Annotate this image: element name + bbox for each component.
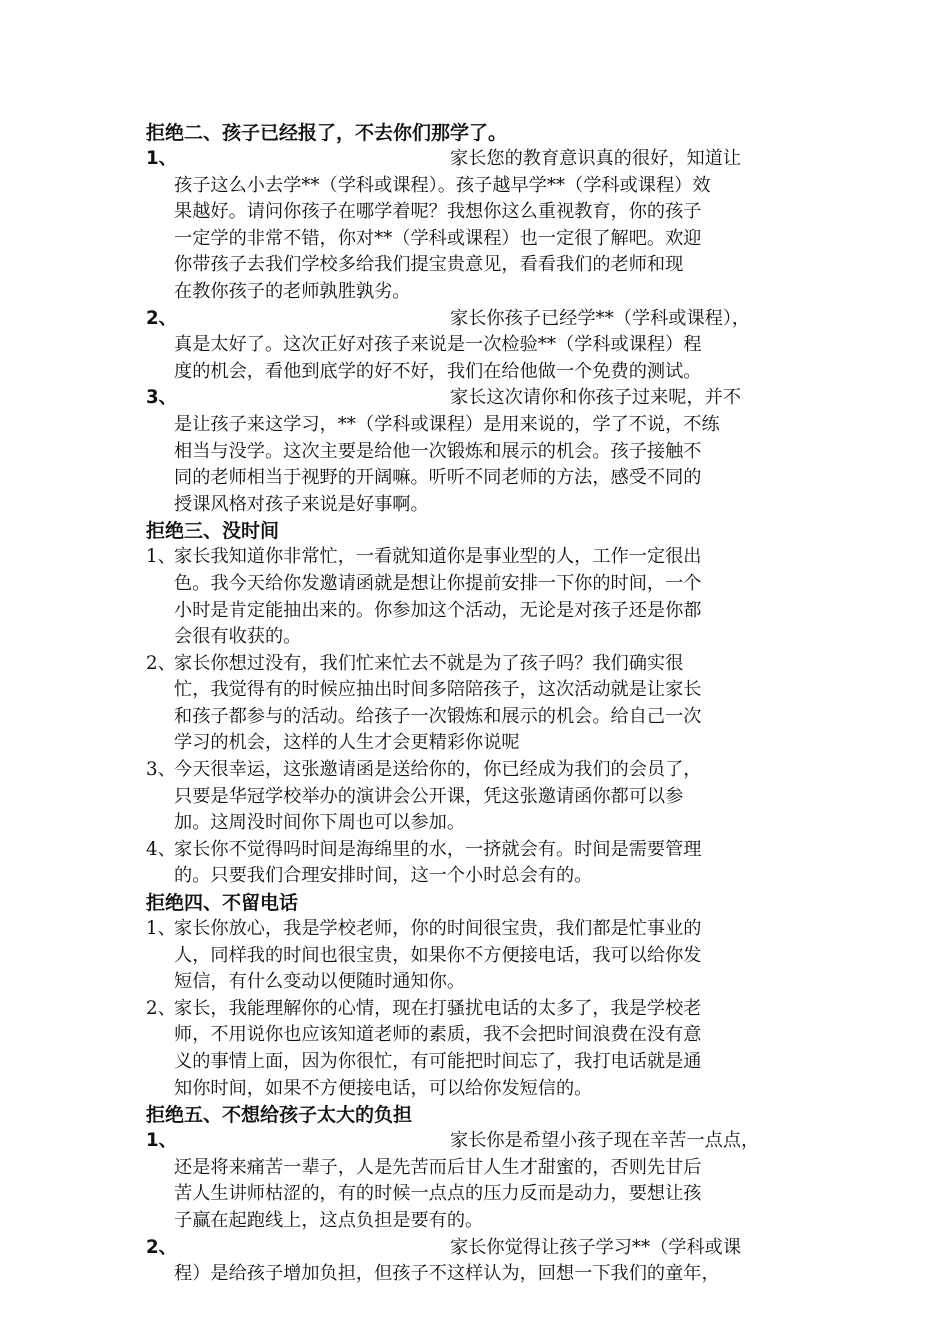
item-number: 1、 [146,546,176,568]
item-text: 家长你不觉得吗时间是海绵里的水，一挤就会有。时间是需要管理 [174,838,702,860]
list-item [146,306,818,386]
item-text: 一定学的非常不错，你对**（学科或课程）也一定很了解吧。欢迎 [174,227,702,249]
item-text: 和孩子都参与的活动。给孩子一次锻炼和展示的机会。给自己一次 [174,705,702,727]
item-text: 家长我知道你非常忙，一看就知道你是事业型的人，工作一定很出 [174,546,702,568]
list-item [146,1128,818,1234]
document-page [146,120,818,1288]
list-item [146,651,818,757]
item-text: 子赢在起跑线上，这点负担是要有的。 [174,1209,484,1231]
item-text: 是让孩子来这学习，**（学科或课程）是用来说的，学了不说，不练 [174,413,720,435]
item-text: 短信，有什么变动以便随时通知你。 [174,971,466,993]
section-heading: 拒绝三、没时间 [146,520,280,543]
section-heading: 拒绝四、不留电话 [146,892,299,915]
list-item [146,146,818,306]
item-text: 你带孩子去我们学校多给我们提宝贵意见，看看我们的老师和现 [174,254,684,276]
item-text: 家长你孩子已经学**（学科或课程）， [450,307,751,329]
item-text: 师，不用说你也应该知道老师的素质，我不会把时间浪费在没有意 [174,1024,702,1046]
item-text: 会很有收获的。 [174,626,302,648]
item-text: 还是将来痛苦一辈子，人是先苦而后甘人生才甜蜜的，否则先甘后 [174,1156,702,1178]
item-text: 家长你想过没有，我们忙来忙去不就是为了孩子吗？我们确实很 [174,652,684,674]
item-text: 同的老师相当于视野的开阔嘛。听听不同老师的方法，感受不同的 [174,467,702,489]
item-number: 3、 [146,759,176,781]
item-text: 授课风格对孩子来说是好事啊。 [174,493,429,515]
item-number: 2、 [146,652,176,674]
item-text: 家长您的教育意识真的很好，知道让 [450,148,742,169]
item-text: 苦人生讲师枯涩的，有的时候一点点的压力反而是动力，要想让孩 [174,1183,702,1205]
item-number: 2、 [146,1236,177,1258]
section-heading: 拒绝五、不想给孩子太大的负担 [146,1104,413,1127]
item-text: 人，同样我的时间也很宝贵，如果你不方便接电话，我可以给你发 [174,944,702,966]
item-text: 家长这次请你和你孩子过来呢，并不 [450,387,742,409]
item-text: 小时是肯定能抽出来的。你参加这个活动，无论是对孩子还是你都 [174,599,702,621]
list-item [146,1235,818,1288]
item-text: 程）是给孩子增加负担，但孩子不这样认为，回想一下我们的童年， [174,1263,720,1285]
item-text: 学习的机会，这样的人生才会更精彩你说呢 [174,732,520,754]
item-number: 2、 [146,307,177,329]
item-text: 色。我今天给你发邀请函就是想让你提前安排一下你的时间，一个 [174,572,702,594]
item-text: 加。这周没时间你下周也可以参加。 [174,812,466,834]
list-item [146,385,818,518]
section-refusal-4 [146,890,818,1102]
item-text: 相当与没学。这次主要是给他一次锻炼和展示的机会。孩子接触不 [174,440,702,462]
list-item [146,757,818,837]
item-text: 家长你是希望小孩子现在辛苦一点点， [450,1130,760,1152]
item-text: 孩子这么小去学**（学科或课程）。孩子越早学**（学科或课程）效 [174,174,711,196]
item-text: 度的机会，看他到底学的好不好，我们在给他做一个免费的测试。 [174,360,702,382]
section-refusal-3 [146,518,818,890]
item-text: 义的事情上面，因为你很忙，有可能把时间忘了，我打电话就是通 [174,1051,702,1072]
list-item [146,996,818,1102]
item-text: 的。只要我们合理安排时间，这一个小时总会有的。 [174,865,593,887]
item-text: 忙，我觉得有的时候应抽出时间多陪陪孩子，这次活动就是让家长 [174,679,702,701]
item-text: 真是太好了。这次正好对孩子来说是一次检验**（学科或课程）程 [174,334,702,356]
item-text: 在教你孩子的老师孰胜孰劣。 [174,280,411,302]
item-number: 4、 [146,838,176,860]
item-text: 知你时间，如果不方便接电话，可以给你发短信的。 [174,1077,593,1099]
item-number: 1、 [146,918,176,940]
list-item [146,916,818,996]
item-text: 家长，我能理解你的心情，现在打骚扰电话的太多了，我是学校老 [174,997,702,1019]
item-number: 1、 [146,148,177,169]
list-item [146,544,818,650]
section-refusal-2 [146,120,818,518]
item-text: 家长你觉得让孩子学习**（学科或课 [450,1236,742,1258]
item-number: 2、 [146,997,176,1019]
item-text: 只要是华冠学校举办的演讲会公开课，凭这张邀请函你都可以参 [174,785,684,807]
item-text: 今天很幸运，这张邀请函是送给你的，你已经成为我们的会员了， [174,759,702,781]
list-item [146,837,818,890]
item-text: 果越好。请问你孩子在哪学着呢？我想你这么重视教育，你的孩子 [174,201,702,223]
item-number: 3、 [146,387,177,409]
item-number: 1、 [146,1130,177,1152]
section-heading: 拒绝二、孩子已经报了，不去你们那学了。 [146,122,508,144]
item-text: 家长你放心，我是学校老师，你的时间很宝贵，我们都是忙事业的 [174,918,702,940]
section-refusal-5 [146,1102,818,1288]
